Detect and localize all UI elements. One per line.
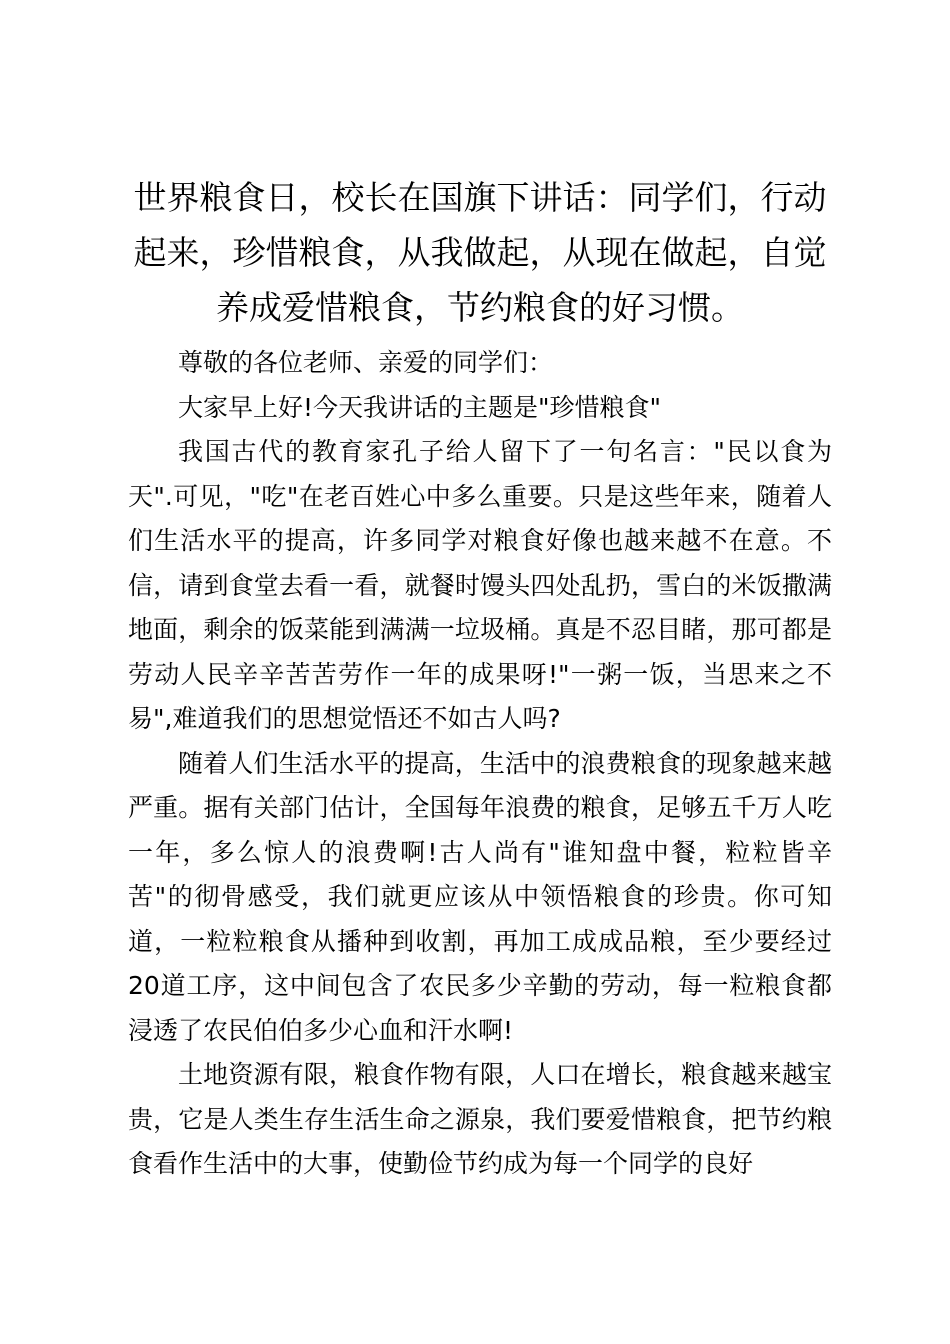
body-paragraph-confucius: 我国古代的教育家孔子给人留下了一句名言："民以食为天".可见，"吃"在老百姓心中多么重要。只是这些年来，随着人们生活水平的提高，许多同学对粮食好像也越来越不在意。不信，请到食堂去看一看，就餐时馒头四处乱扔，雪白的米饭撒满地面，剩余的饭菜能到满满一垃圾桶。真是不忍目睹，那可都是劳动人民辛辛苦苦劳作一年的成果呀!"一粥一饭，当思来之不易",难道我们的思想觉悟还不如古人吗? bbox=[128, 437, 832, 733]
greeting-paragraph: 大家早上好!今天我讲话的主题是"珍惜粮食" bbox=[178, 392, 662, 422]
salutation-paragraph: 尊敬的各位老师、亲爱的同学们： bbox=[178, 348, 554, 377]
document-page bbox=[128, 170, 832, 1187]
body-paragraph-waste: 随着人们生活水平的提高，生活中的浪费粮食的现象越来越严重。据有关部门估计，全国每年浪费的粮食，足够五千万人吃一年，多么惊人的浪费啊!古人尚有"谁知盘中餐，粒粒皆辛苦"的彻骨感受，我们就更应该从中领悟粮食的珍贵。你可知道，一粒粒粮食从播种到收割，再加工成成品粮，至少要经过20道工序，这中间包含了农民多少辛勤的劳动，每一粒粮食都浸透了农民伯伯多少心血和汗水啊! bbox=[128, 748, 832, 1045]
document-title: 世界粮食日，校长在国旗下讲话：同学们，行动起来，珍惜粮食，从我做起，从现在做起，自觉养成爱惜粮食，节约粮食的好习惯。 bbox=[133, 178, 827, 327]
body-paragraph-resources: 土地资源有限，粮食作物有限，人口在增长，粮食越来越宝贵，它是人类生存生活生命之源泉，我们要爱惜粮食，把节约粮食看作生活中的大事，使勤俭节约成为每一个同学的良好 bbox=[128, 1060, 832, 1178]
